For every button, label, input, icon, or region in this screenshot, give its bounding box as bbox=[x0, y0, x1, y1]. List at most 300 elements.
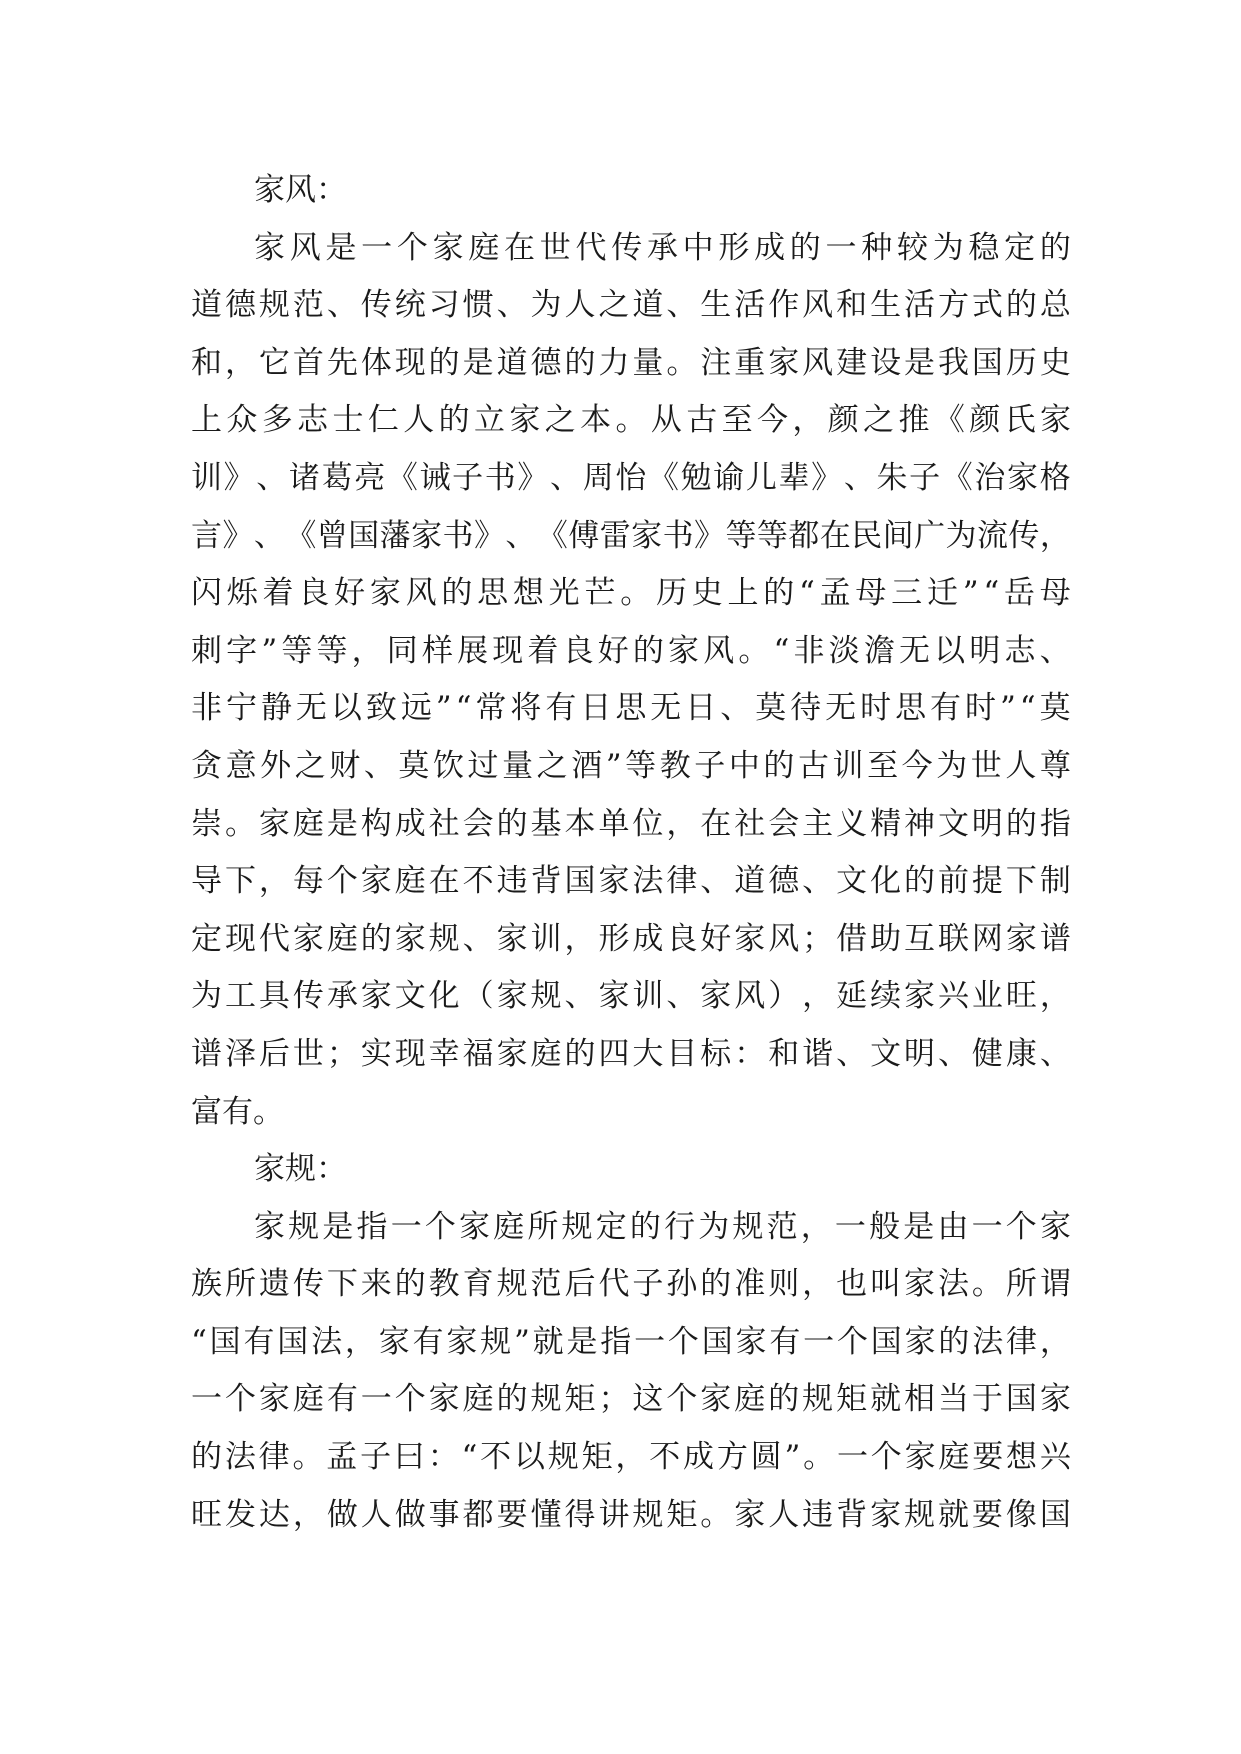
glyph: 为 bbox=[191, 978, 222, 1015]
glyph: 指 bbox=[1039, 805, 1071, 842]
glyph: 良 bbox=[666, 920, 698, 957]
glyph: 德 bbox=[530, 344, 562, 381]
glyph: 、 bbox=[363, 747, 395, 784]
glyph: 社 bbox=[428, 805, 460, 842]
glyph: 化 bbox=[428, 978, 460, 1015]
glyph: 以 bbox=[513, 1439, 545, 1476]
glyph: 旺 bbox=[1005, 978, 1037, 1015]
glyph: 书 bbox=[442, 517, 474, 554]
glyph: 泽 bbox=[224, 1035, 256, 1072]
glyph: 。 bbox=[666, 344, 698, 381]
glyph: 规 bbox=[732, 1208, 764, 1245]
glyph: 一 bbox=[825, 229, 857, 266]
glyph: 文 bbox=[394, 978, 426, 1015]
glyph: 本 bbox=[580, 402, 612, 439]
glyph: “ bbox=[191, 1323, 207, 1360]
glyph: 的 bbox=[629, 1208, 661, 1245]
glyph: 家 bbox=[700, 978, 732, 1015]
glyph: 讲 bbox=[598, 1496, 630, 1533]
glyph: 定 bbox=[1004, 229, 1036, 266]
glyph: 是 bbox=[326, 805, 358, 842]
glyph: 庭 bbox=[493, 1208, 525, 1245]
glyph: 定 bbox=[595, 1208, 627, 1245]
glyph: 想 bbox=[1006, 1439, 1038, 1476]
paragraph-line bbox=[191, 335, 1071, 393]
glyph: 岳 bbox=[1003, 575, 1035, 612]
glyph: 代 bbox=[258, 920, 290, 957]
glyph: 所 bbox=[224, 1266, 256, 1303]
glyph: 矩 bbox=[564, 1381, 596, 1418]
glyph: 非 bbox=[793, 632, 825, 669]
glyph: 家 bbox=[1039, 1381, 1071, 1418]
paragraph-line bbox=[191, 508, 1071, 566]
glyph: 助 bbox=[870, 920, 902, 957]
glyph: 样 bbox=[421, 632, 453, 669]
glyph: 待 bbox=[790, 690, 822, 727]
glyph: 。 bbox=[224, 805, 256, 842]
glyph: 和 bbox=[836, 287, 868, 324]
glyph: 、 bbox=[666, 287, 698, 324]
glyph: “ bbox=[455, 690, 472, 727]
glyph: 》 bbox=[222, 517, 254, 554]
glyph: 谓 bbox=[1039, 1266, 1071, 1303]
glyph: 古 bbox=[797, 747, 829, 784]
glyph: 和 bbox=[191, 344, 222, 381]
glyph: 为 bbox=[932, 229, 964, 266]
glyph: “ bbox=[461, 1439, 478, 1476]
glyph: 文 bbox=[937, 805, 969, 842]
glyph: 中 bbox=[728, 747, 760, 784]
glyph: 传 bbox=[611, 229, 643, 266]
glyph: 、 bbox=[1039, 1035, 1071, 1072]
glyph: ， bbox=[800, 1208, 832, 1245]
glyph: 也 bbox=[836, 1266, 868, 1303]
paragraph-line bbox=[191, 1371, 1071, 1429]
glyph: 无 bbox=[899, 632, 930, 669]
section-heading-jiafeng bbox=[191, 162, 1071, 220]
glyph: 好 bbox=[334, 575, 366, 612]
glyph: 导 bbox=[191, 863, 222, 900]
glyph: 网 bbox=[971, 920, 1003, 957]
glyph: 有 bbox=[412, 1323, 444, 1360]
glyph: 后 bbox=[564, 1266, 596, 1303]
glyph: 的 bbox=[428, 344, 460, 381]
glyph: 道 bbox=[191, 287, 222, 324]
glyph: 化 bbox=[870, 863, 902, 900]
glyph: 生 bbox=[870, 287, 902, 324]
glyph: 背 bbox=[836, 1496, 868, 1533]
glyph: 风 bbox=[734, 978, 766, 1015]
glyph: 般 bbox=[869, 1208, 901, 1245]
glyph: 律 bbox=[258, 1439, 290, 1476]
glyph: 子 bbox=[909, 459, 941, 496]
glyph: 诸 bbox=[288, 459, 320, 496]
glyph: 一 bbox=[390, 1208, 422, 1245]
glyph: 流 bbox=[976, 517, 1008, 554]
glyph: ” bbox=[784, 1439, 801, 1476]
glyph: 种 bbox=[861, 229, 893, 266]
glyph: 有 bbox=[930, 690, 962, 727]
glyph: 字 bbox=[226, 632, 258, 669]
glyph: 规 bbox=[561, 1208, 593, 1245]
glyph: 以 bbox=[330, 690, 362, 727]
glyph: 一 bbox=[361, 229, 393, 266]
glyph: 谱 bbox=[1039, 920, 1071, 957]
glyph: 家 bbox=[904, 1323, 936, 1360]
glyph: 孙 bbox=[666, 1266, 698, 1303]
glyph: 则 bbox=[768, 1266, 800, 1303]
glyph: 家 bbox=[598, 978, 630, 1015]
glyph: 法 bbox=[632, 863, 664, 900]
glyph: 为 bbox=[530, 287, 562, 324]
glyph: 目 bbox=[666, 1035, 698, 1072]
glyph: 法 bbox=[937, 1266, 969, 1303]
glyph: 书 bbox=[484, 459, 516, 496]
glyph: 远 bbox=[400, 690, 432, 727]
glyph: 在 bbox=[428, 863, 460, 900]
paragraph-line bbox=[191, 680, 1071, 738]
glyph: ， bbox=[258, 863, 290, 900]
glyph: 的 bbox=[496, 805, 528, 842]
glyph: 意 bbox=[225, 747, 257, 784]
glyph: 的 bbox=[904, 863, 936, 900]
glyph: 工 bbox=[224, 978, 256, 1015]
glyph: 》 bbox=[694, 517, 725, 554]
paragraph-line bbox=[191, 1487, 1071, 1545]
glyph: 精 bbox=[870, 805, 902, 842]
glyph: 酒 bbox=[571, 747, 603, 784]
glyph: 个 bbox=[667, 1323, 699, 1360]
glyph: 芒 bbox=[584, 575, 616, 612]
glyph: 广 bbox=[914, 517, 946, 554]
glyph: 发 bbox=[224, 1496, 256, 1533]
glyph: 格 bbox=[1039, 459, 1071, 496]
glyph: 世 bbox=[970, 747, 1002, 784]
glyph: 做 bbox=[326, 1496, 358, 1533]
glyph: 要 bbox=[972, 1439, 1004, 1476]
glyph: 、 bbox=[802, 863, 834, 900]
glyph: 明 bbox=[969, 632, 1001, 669]
glyph: 无 bbox=[825, 690, 857, 727]
glyph: 、 bbox=[462, 920, 494, 957]
glyph: 三 bbox=[891, 575, 923, 612]
glyph: 庭 bbox=[462, 1381, 494, 1418]
paragraph-line bbox=[191, 1314, 1071, 1372]
glyph: 仁 bbox=[367, 402, 399, 439]
glyph: 兴 bbox=[1039, 1439, 1071, 1476]
paragraph-line bbox=[191, 277, 1071, 335]
glyph: 世 bbox=[292, 1035, 324, 1072]
glyph: 的 bbox=[700, 1266, 732, 1303]
glyph: 家 bbox=[509, 402, 541, 439]
glyph: 、 bbox=[253, 517, 285, 554]
glyph: ， bbox=[344, 1323, 376, 1360]
glyph: 有 bbox=[243, 1323, 275, 1360]
glyph: 传 bbox=[292, 1266, 324, 1303]
glyph: 会 bbox=[462, 805, 494, 842]
glyph: 亮 bbox=[354, 459, 386, 496]
glyph: 之 bbox=[536, 747, 568, 784]
glyph: 注 bbox=[700, 344, 732, 381]
glyph: 。 bbox=[620, 575, 652, 612]
glyph: ； bbox=[326, 1035, 358, 1072]
glyph: 历 bbox=[655, 575, 687, 612]
glyph: 德 bbox=[224, 287, 256, 324]
glyph: 训 bbox=[632, 978, 664, 1015]
glyph: 育 bbox=[462, 1266, 494, 1303]
glyph: 莫 bbox=[1039, 690, 1071, 727]
glyph: 士 bbox=[332, 402, 364, 439]
glyph: 家 bbox=[378, 1323, 410, 1360]
glyph: 这 bbox=[632, 1381, 664, 1418]
glyph: 族 bbox=[191, 1266, 222, 1303]
glyph: 范 bbox=[292, 287, 324, 324]
glyph: ” bbox=[435, 690, 452, 727]
glyph: 明 bbox=[971, 805, 1003, 842]
glyph: 风 bbox=[802, 287, 834, 324]
glyph: 国 bbox=[348, 517, 380, 554]
glyph: 一 bbox=[191, 1381, 222, 1418]
glyph: ， bbox=[802, 1266, 834, 1303]
glyph: 形 bbox=[598, 920, 630, 957]
glyph: 要 bbox=[971, 1496, 1003, 1533]
glyph: 国 bbox=[1005, 1381, 1037, 1418]
glyph: 家 bbox=[258, 805, 290, 842]
glyph: 借 bbox=[836, 920, 868, 957]
glyph: 子 bbox=[694, 747, 726, 784]
glyph: 规 bbox=[288, 1208, 320, 1245]
glyph: 遗 bbox=[258, 1266, 290, 1303]
glyph: 代 bbox=[575, 229, 607, 266]
glyph: 规 bbox=[530, 978, 562, 1015]
glyph: 道 bbox=[632, 287, 664, 324]
glyph: 无 bbox=[650, 690, 682, 727]
glyph: 神 bbox=[904, 805, 936, 842]
glyph: 家 bbox=[870, 1496, 902, 1533]
glyph: 展 bbox=[457, 632, 489, 669]
glyph: 兴 bbox=[937, 978, 969, 1015]
glyph: 思 bbox=[895, 690, 927, 727]
glyph: 家 bbox=[1039, 1208, 1071, 1245]
glyph: 代 bbox=[598, 1266, 630, 1303]
glyph: ： bbox=[427, 1439, 459, 1476]
glyph: 法 bbox=[311, 1323, 343, 1360]
paragraph-line bbox=[191, 623, 1071, 681]
glyph: 承 bbox=[646, 229, 678, 266]
glyph: 人 bbox=[360, 1496, 392, 1533]
glyph: “ bbox=[773, 632, 790, 669]
glyph: 周 bbox=[582, 459, 614, 496]
glyph: 刺 bbox=[191, 632, 222, 669]
glyph: 家 bbox=[428, 1381, 460, 1418]
glyph: 。 bbox=[971, 1266, 1003, 1303]
glyph: 的 bbox=[789, 229, 821, 266]
glyph: 莫 bbox=[398, 747, 430, 784]
glyph: 的 bbox=[394, 1266, 426, 1303]
glyph: 有 bbox=[769, 1323, 801, 1360]
glyph: 日 bbox=[685, 690, 717, 727]
glyph: ， bbox=[1039, 978, 1071, 1015]
glyph: 总 bbox=[1039, 287, 1071, 324]
glyph: 藩 bbox=[379, 517, 411, 554]
glyph: 现 bbox=[394, 1035, 426, 1072]
glyph: 家 bbox=[254, 229, 285, 266]
glyph: 志 bbox=[297, 402, 329, 439]
glyph: 现 bbox=[394, 344, 426, 381]
paragraph-line bbox=[191, 220, 1071, 278]
glyph: 我 bbox=[937, 344, 969, 381]
glyph: 、 bbox=[700, 863, 732, 900]
glyph: 的 bbox=[763, 747, 795, 784]
glyph: 日 bbox=[580, 690, 612, 727]
glyph: 风 bbox=[289, 229, 321, 266]
glyph: 崇 bbox=[191, 805, 222, 842]
glyph: 先 bbox=[326, 344, 358, 381]
glyph: 非 bbox=[191, 690, 222, 727]
glyph: 、 bbox=[496, 287, 528, 324]
glyph: 、 bbox=[1039, 632, 1071, 669]
glyph: 在 bbox=[700, 805, 732, 842]
glyph: 方 bbox=[716, 1439, 748, 1476]
glyph: 过 bbox=[467, 747, 499, 784]
glyph: 的 bbox=[191, 1439, 222, 1476]
glyph: ； bbox=[598, 1381, 630, 1418]
glyph: 量 bbox=[632, 344, 664, 381]
glyph: 家 bbox=[411, 517, 443, 554]
glyph: 范 bbox=[530, 1266, 562, 1303]
glyph: 准 bbox=[734, 1266, 766, 1303]
glyph: 的 bbox=[1005, 805, 1037, 842]
glyph: 《 bbox=[386, 459, 418, 496]
glyph: 世 bbox=[539, 229, 571, 266]
paragraph-line bbox=[191, 1026, 1071, 1084]
paragraph-line-last bbox=[191, 1084, 1071, 1142]
glyph: 续 bbox=[870, 978, 902, 1015]
glyph: 好 bbox=[597, 632, 629, 669]
glyph: 《 bbox=[536, 517, 568, 554]
glyph: 于 bbox=[971, 1381, 1003, 1418]
glyph: 想 bbox=[512, 575, 544, 612]
glyph: 家 bbox=[735, 1323, 767, 1360]
glyph: 家 bbox=[496, 1035, 528, 1072]
glyph: 和 bbox=[768, 1035, 800, 1072]
glyph: 致 bbox=[365, 690, 397, 727]
glyph: 家 bbox=[904, 978, 936, 1015]
glyph: 个 bbox=[326, 863, 358, 900]
glyph: 时 bbox=[860, 690, 892, 727]
glyph: 矩 bbox=[666, 1496, 698, 1533]
glyph: 四 bbox=[598, 1035, 630, 1072]
glyph: 前 bbox=[937, 863, 969, 900]
glyph: 道 bbox=[734, 863, 766, 900]
glyph: 下 bbox=[326, 1266, 358, 1303]
paragraph-line bbox=[191, 968, 1071, 1026]
glyph: 静 bbox=[260, 690, 292, 727]
glyph: 作 bbox=[768, 287, 800, 324]
glyph: 叫 bbox=[870, 1266, 902, 1303]
glyph: 一 bbox=[836, 1439, 868, 1476]
glyph: 在 bbox=[504, 229, 536, 266]
glyph: 家 bbox=[1005, 920, 1037, 957]
glyph: 家 bbox=[432, 229, 464, 266]
glyph: 家 bbox=[360, 978, 392, 1015]
glyph: 量 bbox=[502, 747, 534, 784]
glyph: 是 bbox=[462, 344, 494, 381]
glyph: 规 bbox=[904, 1496, 936, 1533]
glyph: 后 bbox=[258, 1035, 290, 1072]
glyph: 的 bbox=[632, 632, 664, 669]
glyph: 教 bbox=[659, 747, 691, 784]
glyph: 财 bbox=[329, 747, 361, 784]
glyph: 雷 bbox=[599, 517, 631, 554]
glyph: 做 bbox=[394, 1496, 426, 1533]
glyph: 国 bbox=[971, 344, 1003, 381]
glyph: 文 bbox=[870, 1035, 902, 1072]
glyph: 迁 bbox=[926, 575, 958, 612]
glyph: 实 bbox=[360, 1035, 392, 1072]
glyph: 互 bbox=[904, 920, 936, 957]
glyph: 家 bbox=[734, 1496, 766, 1533]
glyph: 成 bbox=[632, 920, 664, 957]
glyph: 律 bbox=[1006, 1323, 1038, 1360]
glyph: 。 bbox=[803, 1439, 835, 1476]
glyph: ” bbox=[962, 575, 979, 612]
glyph: 庭 bbox=[530, 1035, 562, 1072]
glyph: 标 bbox=[700, 1035, 732, 1072]
glyph: 承 bbox=[326, 978, 358, 1015]
glyph: 推 bbox=[898, 402, 930, 439]
glyph: 《 bbox=[933, 402, 965, 439]
glyph: ， bbox=[1039, 517, 1071, 554]
glyph: 时 bbox=[965, 690, 996, 727]
glyph: 等 bbox=[281, 632, 313, 669]
glyph: 就 bbox=[870, 1381, 902, 1418]
glyph: 、 bbox=[564, 978, 596, 1015]
glyph: 古 bbox=[686, 402, 718, 439]
glyph: 的 bbox=[496, 1381, 528, 1418]
section-heading-text: 家风： bbox=[254, 172, 347, 208]
glyph: 家 bbox=[254, 1208, 285, 1245]
glyph: 个 bbox=[836, 1323, 868, 1360]
glyph: ， bbox=[1039, 1323, 1071, 1360]
glyph: 提 bbox=[971, 863, 1003, 900]
glyph: 健 bbox=[971, 1035, 1003, 1072]
glyph: 形 bbox=[718, 229, 750, 266]
glyph: “ bbox=[799, 575, 815, 612]
glyph: 规 bbox=[258, 287, 290, 324]
glyph: 力 bbox=[598, 344, 630, 381]
glyph: ， bbox=[802, 978, 834, 1015]
glyph: 之 bbox=[598, 287, 630, 324]
glyph: 母 bbox=[1039, 575, 1071, 612]
glyph: 诫 bbox=[419, 459, 451, 496]
glyph: 为 bbox=[698, 1208, 730, 1245]
glyph: 庭 bbox=[734, 1381, 766, 1418]
glyph: 明 bbox=[904, 1035, 936, 1072]
glyph: 饮 bbox=[432, 747, 464, 784]
glyph: 的 bbox=[564, 344, 596, 381]
glyph: 家 bbox=[369, 575, 401, 612]
glyph: 将 bbox=[510, 690, 542, 727]
glyph: 》 bbox=[473, 517, 505, 554]
glyph: ） bbox=[768, 978, 800, 1015]
glyph: ， bbox=[666, 805, 698, 842]
glyph: 《 bbox=[285, 517, 317, 554]
glyph: 闪 bbox=[191, 575, 222, 612]
glyph: 思 bbox=[615, 690, 647, 727]
glyph: ， bbox=[615, 1439, 647, 1476]
glyph: 规 bbox=[480, 1323, 512, 1360]
